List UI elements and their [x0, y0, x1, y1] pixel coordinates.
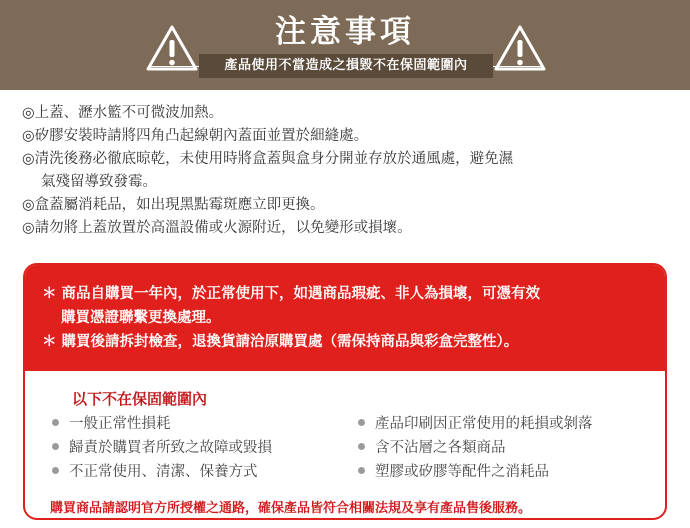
warranty-terms [25, 265, 665, 371]
warranty-line: ＊ 商品自購買一年內，於正常使用下，如遇商品瑕疵、非人為損壞，可憑有效 [42, 286, 541, 302]
bullet-icon [358, 467, 365, 474]
warranty-line: 購買憑證聯繫更換處理。 [61, 310, 221, 326]
list-item-label: 一般正常性損耗 [69, 416, 171, 432]
exclusion-title: 以下不在保固範圍內 [72, 390, 208, 408]
exclusion-list-right [358, 412, 593, 484]
bullet-icon [358, 443, 365, 450]
note-line: ◎清洗後務必徹底晾乾，未使用時將盒蓋與盒身分開並存放於通風處，避免濕 [22, 151, 514, 167]
bullet-icon [52, 467, 59, 474]
list-item [52, 436, 272, 460]
note-line: ◎上蓋、瀝水籃不可微波加熱。 [22, 105, 224, 121]
warranty-card [23, 263, 667, 520]
note-line: 氣殘留導致發霉。 [41, 174, 157, 190]
bullet-icon [52, 443, 59, 450]
note-line: ◎盒蓋屬消耗品，如出現黑點霉斑應立即更換。 [22, 197, 325, 213]
list-item-label: 歸責於購買者所致之故障或毀損 [69, 440, 272, 456]
list-item [358, 412, 593, 436]
bullet-icon [358, 419, 365, 426]
list-item-label: 不正常使用、清潔、保養方式 [69, 464, 258, 480]
header-banner [0, 0, 690, 90]
page-title: 注意事項 [275, 14, 415, 50]
notes-list [22, 102, 662, 240]
list-item [358, 460, 593, 484]
note-line: ◎請勿將上蓋放置於高溫設備或火源附近，以免變形或損壞。 [22, 220, 412, 236]
bullet-icon [52, 419, 59, 426]
list-item [52, 460, 272, 484]
list-item-label: 含不沾層之各類商品 [375, 440, 506, 456]
note-line: ◎矽膠安裝時請將四角凸起線朝內蓋面並置於細縫處。 [22, 128, 369, 144]
list-item-label: 產品印刷因正常使用的耗損或剝落 [375, 416, 593, 432]
list-item [358, 436, 593, 460]
exclusion-list-left [52, 412, 272, 484]
warranty-line: ＊ 購買後請拆封檢查，退換貨請洽原購買處（需保持商品與彩盒完整性）。 [42, 334, 519, 350]
list-item-label: 塑膠或矽膠等配件之消耗品 [375, 464, 549, 480]
list-item [52, 412, 272, 436]
page-subtitle: 產品使用不當造成之損毀不在保固範圍內 [199, 54, 493, 78]
authorized-channel-notice: 購買商品請認明官方所授權之通路，確保產品皆符合相關法規及享有產品售後服務。 [50, 501, 532, 516]
